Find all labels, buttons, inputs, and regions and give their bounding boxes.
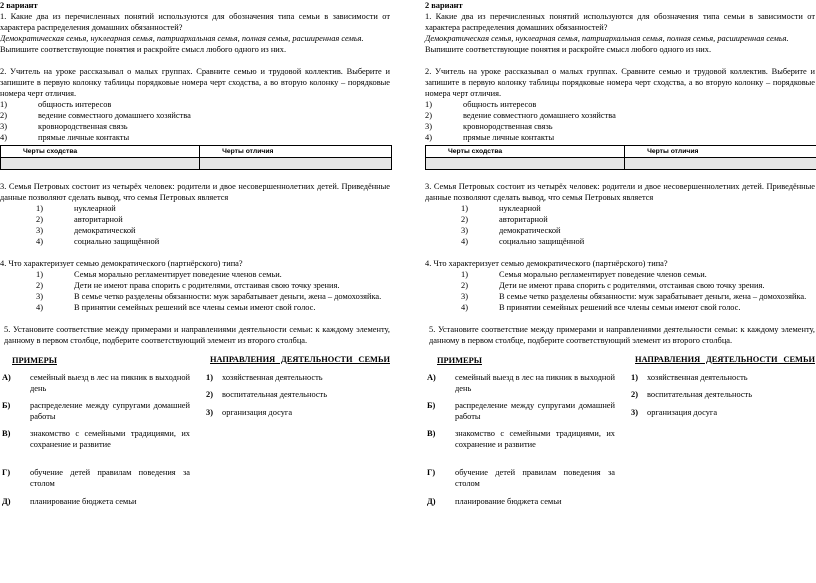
list-item: 3) демократической	[461, 226, 561, 235]
q1-task: Выпишите соответствующие понятия и раскройте смысл любого одного из них.	[425, 45, 712, 54]
direction-item: 1) хозяйственная деятельность	[206, 373, 323, 382]
q1-task: Выпишите соответствующие понятия и раскройте смысл любого одного из них.	[0, 45, 287, 54]
example-item: А) семейный выезд в лес на пикник в выходной день	[427, 373, 615, 393]
example-item: Г) обучение детей правилам поведения за столом	[427, 468, 615, 488]
worksheet-right	[425, 0, 815, 506]
list-item: 3) кровнородственная связь	[425, 122, 553, 131]
q5-text: 5. Установите соответствие между примерами и направлениями деятельности семьи: к каждому элементу, данному в первом столбце, подберите соответствующий элемент из второго столбца.	[429, 325, 815, 345]
q3-text: 3. Семья Петровых состоит из четырёх человек: родители и двое несовершеннолетних детей. Приведённые данные позволяют сделать вывод, что семья Петровых является	[0, 182, 390, 202]
q4-text: 4. Что характеризует семью демократического (партнёрского) типа?	[425, 259, 668, 268]
example-item: Д) планирование бюджета семьи	[2, 497, 137, 506]
q5-headers	[0, 355, 390, 366]
q1-terms: Демократическая семья, нуклеарная семья, патриархальная семья, полная семья, расширенная семья.	[0, 34, 364, 43]
list-item: 1) нуклеарной	[461, 204, 541, 213]
list-item: 2) авторитарной	[36, 215, 123, 224]
answer-cell-similar[interactable]	[426, 158, 625, 170]
list-item: 4) прямые личные контакты	[0, 133, 130, 142]
list-item: 4) социально защищённой	[36, 237, 160, 246]
variant-title: 2 вариант	[425, 1, 463, 10]
answer-table	[425, 145, 816, 170]
list-item: 3) кровнородственная связь	[0, 122, 128, 131]
list-item: 4) прямые личные контакты	[425, 133, 555, 142]
list-item: 2) Дети не имеют права спорить с родителями, отстаивая свою точку зрения.	[36, 281, 340, 290]
q5-headers	[425, 355, 815, 366]
q1-text: 1. Какие два из перечисленных понятий используются для обозначения типа семьи в зависимости от характера распределения домашних обязанностей?	[0, 12, 390, 32]
q4-text: 4. Что характеризует семью демократического (партнёрского) типа?	[0, 259, 243, 268]
list-item: 1) нуклеарной	[36, 204, 116, 213]
worksheet-left	[0, 0, 390, 506]
example-item: В) знакомство с семейными традициями, их сохранение и развитие	[427, 429, 615, 449]
direction-item: 3) организация досуга	[631, 408, 718, 417]
list-item: 3) демократической	[36, 226, 136, 235]
list-item: 2) ведение совместного домашнего хозяйства	[0, 111, 191, 120]
examples-header: ПРИМЕРЫ	[12, 356, 57, 365]
variant-title: 2 вариант	[0, 1, 38, 10]
list-item: 2) ведение совместного домашнего хозяйства	[425, 111, 616, 120]
q1-terms: Демократическая семья, нуклеарная семья, патриархальная семья, полная семья, расширенная семья.	[425, 34, 789, 43]
list-item: 2) Дети не имеют права спорить с родителями, отстаивая свою точку зрения.	[461, 281, 765, 290]
col-diff: Черты отличия	[625, 146, 816, 158]
direction-item: 1) хозяйственная деятельность	[631, 373, 748, 382]
q2-text: 2. Учитель на уроке рассказывал о малых группах. Сравните семью и трудовой коллектив. Выберите и запишите в первую колонку таблицы порядковые номера черт сходства, а во вторую колонку – порядковые номера черт отличия.	[425, 67, 815, 98]
examples-header: ПРИМЕРЫ	[437, 356, 482, 365]
example-item: А) семейный выезд в лес на пикник в выходной день	[2, 373, 190, 393]
example-item: Д) планирование бюджета семьи	[427, 497, 562, 506]
directions-header: НАПРАВЛЕНИЯ ДЕЯТЕЛЬНОСТИ СЕМЬИ	[210, 355, 390, 364]
col-similar: Черты сходства	[426, 146, 625, 158]
directions-header: НАПРАВЛЕНИЯ ДЕЯТЕЛЬНОСТИ СЕМЬИ	[635, 355, 815, 364]
list-item: 1) общность интересов	[0, 100, 112, 109]
example-item: Б) распределение между супругами домашней работы	[2, 401, 190, 421]
direction-item: 3) организация досуга	[206, 408, 293, 417]
col-similar: Черты сходства	[1, 146, 200, 158]
list-item: 1) Семья морально регламентирует поведение членов семьи.	[36, 270, 282, 279]
answer-cell-similar[interactable]	[1, 158, 200, 170]
list-item: 4) социально защищённой	[461, 237, 585, 246]
example-item: В) знакомство с семейными традициями, их сохранение и развитие	[2, 429, 190, 449]
list-item: 2) авторитарной	[461, 215, 548, 224]
direction-item: 2) воспитательная деятельность	[206, 390, 328, 399]
example-item: Г) обучение детей правилам поведения за столом	[2, 468, 190, 488]
answer-table	[0, 145, 392, 170]
example-item: Б) распределение между супругами домашней работы	[427, 401, 615, 421]
answer-cell-diff[interactable]	[200, 158, 392, 170]
list-item: 3) В семье четко разделены обязанности: муж зарабатывает деньги, жена – домохозяйка.	[461, 292, 807, 301]
direction-item: 2) воспитательная деятельность	[631, 390, 753, 399]
list-item: 1) Семья морально регламентирует поведение членов семьи.	[461, 270, 707, 279]
answer-cell-diff[interactable]	[625, 158, 816, 170]
q1-text: 1. Какие два из перечисленных понятий используются для обозначения типа семьи в зависимости от характера распределения домашних обязанностей?	[425, 12, 815, 32]
list-item: 4) В принятии семейных решений все члены семьи имеют свой голос.	[461, 303, 741, 312]
list-item: 1) общность интересов	[425, 100, 537, 109]
q2-text: 2. Учитель на уроке рассказывал о малых группах. Сравните семью и трудовой коллектив. Выберите и запишите в первую колонку таблицы порядковые номера черт сходства, а во вторую колонку – порядковые номера черт отличия.	[0, 67, 390, 98]
q5-text: 5. Установите соответствие между примерами и направлениями деятельности семьи: к каждому элементу, данному в первом столбце, подберите соответствующий элемент из второго столбца.	[4, 325, 390, 345]
col-diff: Черты отличия	[200, 146, 392, 158]
list-item: 3) В семье четко разделены обязанности: муж зарабатывает деньги, жена – домохозяйка.	[36, 292, 382, 301]
q3-text: 3. Семья Петровых состоит из четырёх человек: родители и двое несовершеннолетних детей. Приведённые данные позволяют сделать вывод, что семья Петровых является	[425, 182, 815, 202]
list-item: 4) В принятии семейных решений все члены семьи имеют свой голос.	[36, 303, 316, 312]
